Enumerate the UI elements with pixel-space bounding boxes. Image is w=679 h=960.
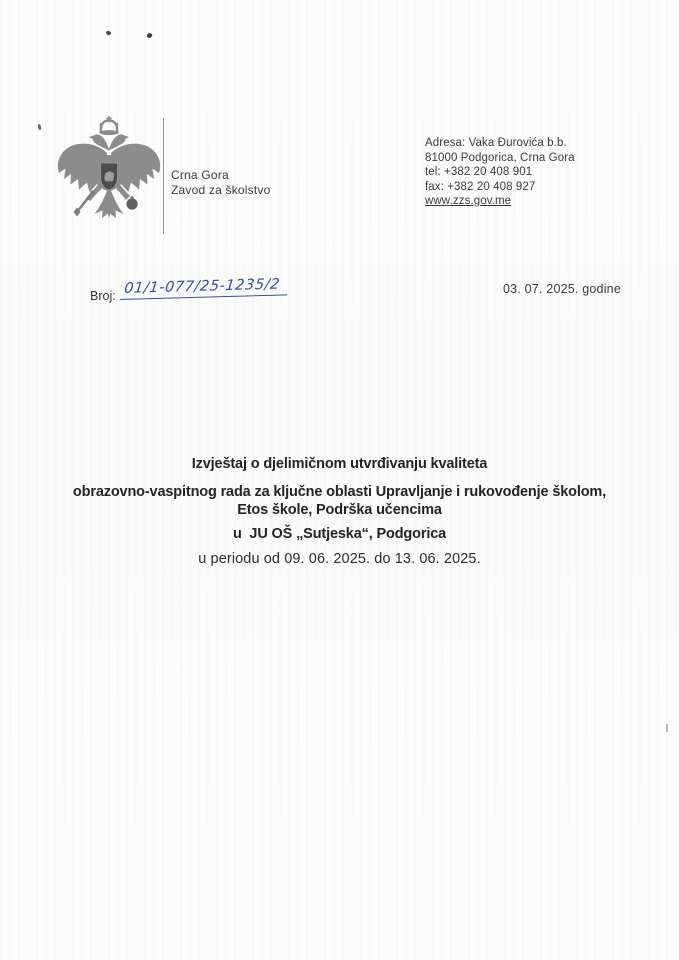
address-block: [425, 136, 575, 209]
scan-speck: [37, 124, 42, 131]
document-date: 03. 07. 2025. godine: [503, 282, 621, 296]
report-title-line-1: Izvještaj o djelimičnom utvrđivanju kvaliteta: [191, 456, 488, 472]
header-divider: [163, 118, 164, 234]
address-tel: tel: +382 20 408 901: [425, 166, 533, 178]
address-street: Adresa: Vaka Đurovića b.b.: [425, 137, 567, 149]
organization-name-block: [171, 168, 270, 198]
report-title-school: u JU OŠ „Sutjeska“, Podgorica: [232, 526, 447, 542]
reference-number-label: Broj:: [90, 289, 116, 303]
report-title-line-3: Etos škole, Podrška učencima: [237, 502, 442, 518]
report-title-line-2: obrazovno-vaspitnog rada za ključne oblasti Upravljanje i rukovođenje školom,: [72, 484, 607, 500]
address-city: 81000 Podgorica, Crna Gora: [425, 151, 575, 164]
website-url: www.zzs.gov.me: [425, 195, 512, 207]
reference-number-handwritten: 01/1-077/25-1235/2: [120, 276, 289, 300]
address-fax: fax: +382 20 408 927: [425, 180, 536, 193]
scan-edge-mark: [666, 724, 668, 732]
scan-speck: [105, 30, 111, 36]
scan-speck: [146, 32, 153, 39]
report-title-period: u periodu od 09. 06. 2025. do 13. 06. 2025.: [198, 551, 481, 567]
org-institution: Zavod za školstvo: [171, 183, 271, 197]
montenegro-coat-of-arms-icon: [56, 116, 162, 228]
org-country: Crna Gora: [171, 168, 229, 182]
